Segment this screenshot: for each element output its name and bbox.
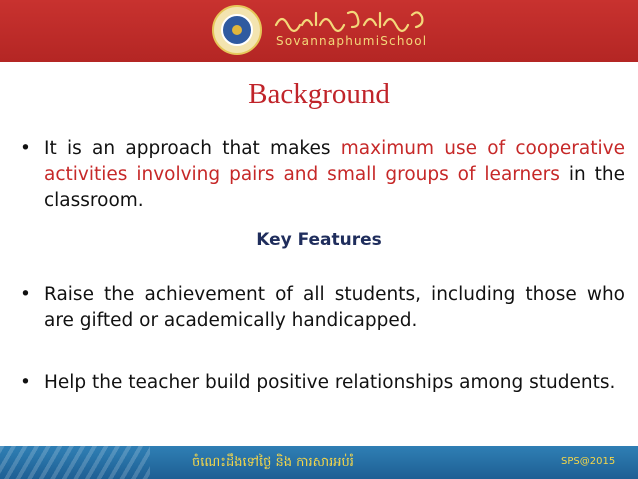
bullet-dot: • [20, 284, 31, 305]
bullet-text-part: It is an approach that makes [44, 138, 341, 159]
footer-decoration [0, 446, 150, 479]
khmer-school-name-lettering [272, 5, 432, 33]
bullet-text: Help the teacher build positive relationships among students. [44, 372, 616, 393]
bullet-text [44, 136, 625, 214]
footer-bar [0, 446, 638, 479]
bullet-dot: • [20, 372, 31, 393]
school-logo [212, 5, 262, 55]
bullet-text-highlight: maximum use of cooperative activities involving pairs and small groups of learners [44, 138, 625, 185]
header-bar [0, 0, 638, 62]
bullet-text: Raise the achievement of all students, including those who are gifted or academically handicapped. [44, 284, 625, 331]
footer-khmer-text: ចំណេះដឹងទៅថ្ងៃ និង ការសារអប់រំ [192, 455, 354, 470]
bullet-dot: • [20, 138, 31, 159]
footer-code: SPS@2015 [561, 456, 616, 467]
slide-title: Background [248, 78, 390, 110]
bullet-feature-1 [20, 282, 625, 334]
logo-core [232, 25, 242, 35]
bullet-text-part: in the classroom. [44, 164, 625, 211]
bullet-feature-2 [20, 370, 625, 396]
school-name: SovannaphumiSchool [276, 34, 428, 48]
key-features-heading: Key Features [256, 230, 382, 250]
logo-inner-ring [221, 14, 253, 46]
bullet-background [20, 136, 625, 214]
